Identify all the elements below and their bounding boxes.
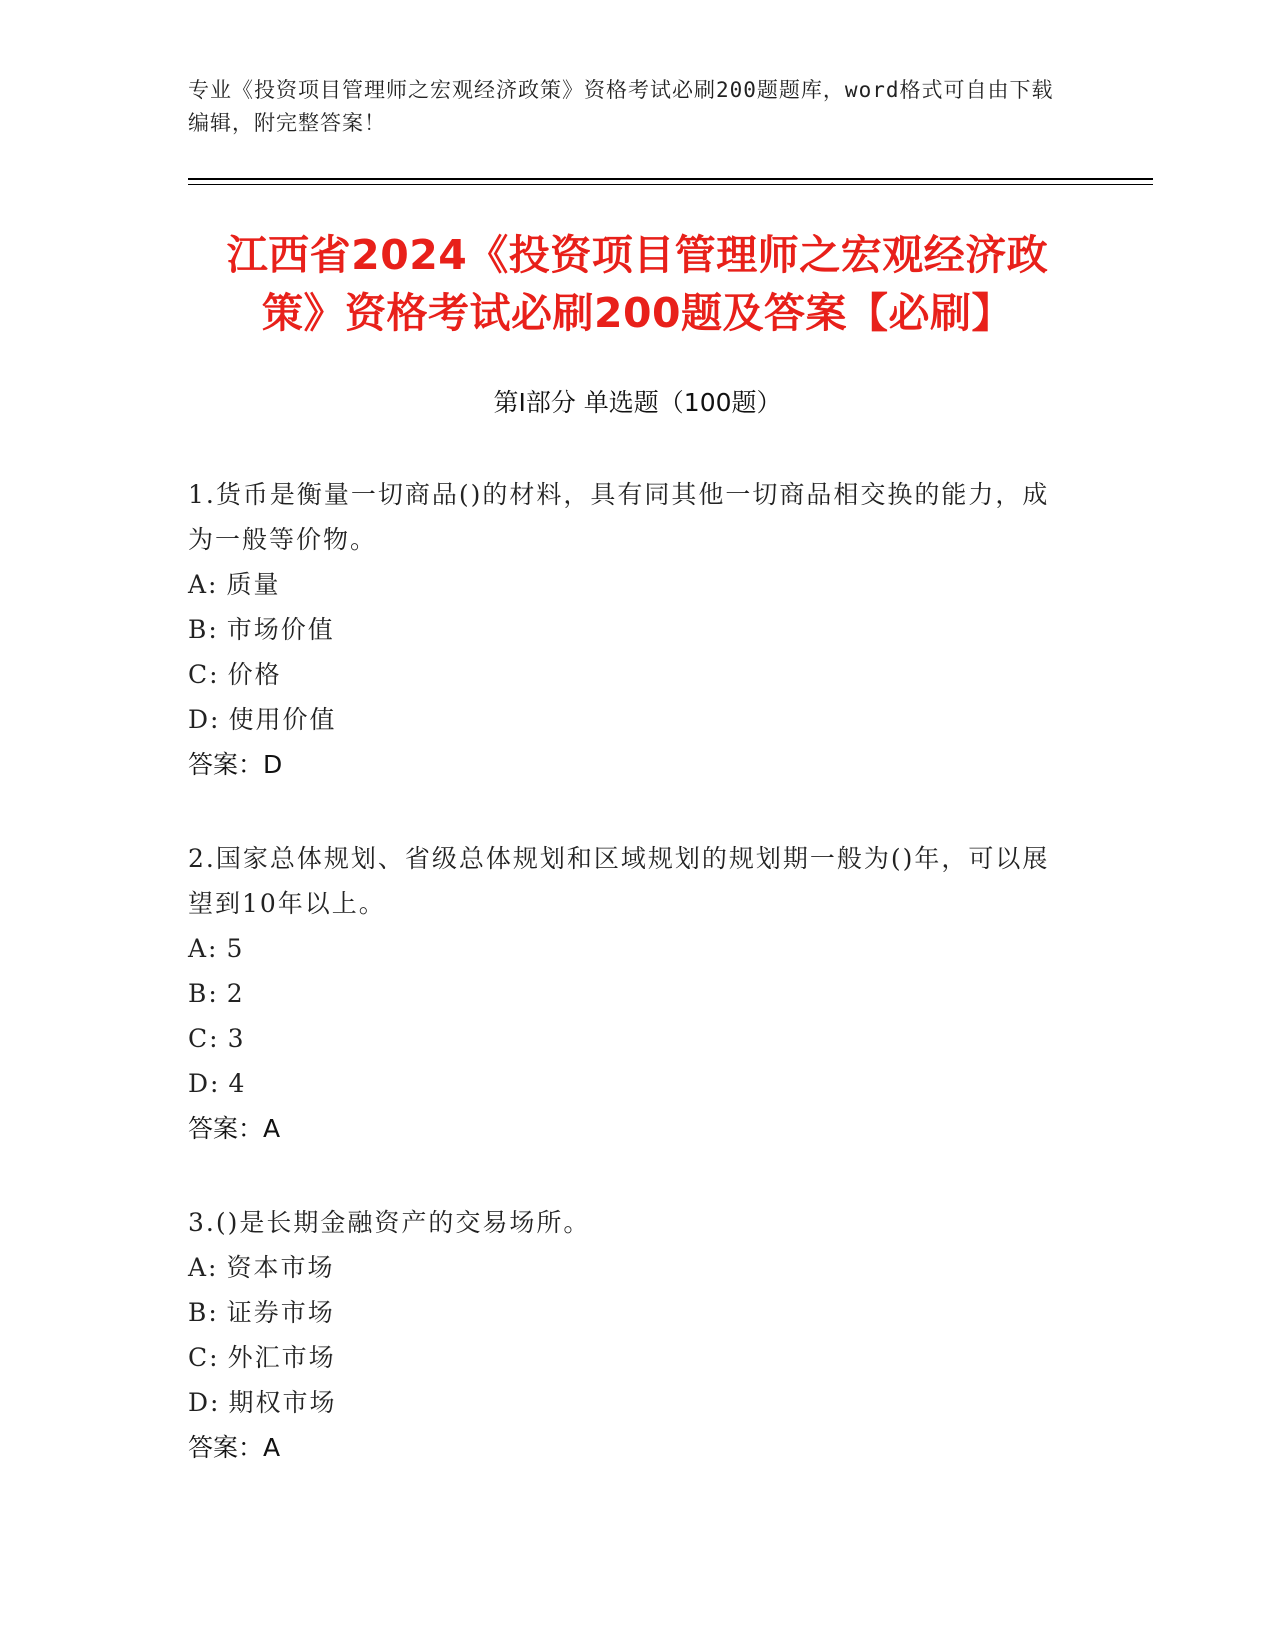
question-1 — [188, 472, 1068, 787]
option-text: 外汇市场 — [227, 1343, 336, 1372]
option-text: 使用价值 — [228, 705, 337, 734]
option-text: 质量 — [226, 570, 281, 599]
option-a — [188, 562, 1068, 607]
question-3 — [188, 1200, 1068, 1470]
option-letter: A: — [188, 934, 219, 963]
question-stem: 3.()是长期金融资产的交易场所。 — [188, 1208, 591, 1237]
answer: 答案：A — [188, 1433, 281, 1462]
option-letter: B: — [188, 1298, 219, 1327]
option-a — [188, 1245, 1068, 1290]
option-letter: B: — [188, 979, 219, 1008]
option-b — [188, 607, 1068, 652]
header-divider-thin — [188, 184, 1153, 185]
question-stem: 1.货币是衡量一切商品()的材料，具有同其他一切商品相交换的能力，成为一般等价物。 — [188, 480, 1050, 554]
option-d — [188, 1380, 1068, 1425]
option-text: 价格 — [227, 660, 282, 689]
option-text: 资本市场 — [226, 1253, 335, 1282]
option-letter: C: — [188, 660, 220, 689]
option-text: 3 — [227, 1024, 246, 1053]
option-c — [188, 1335, 1068, 1380]
option-d — [188, 697, 1068, 742]
question-stem: 2.国家总体规划、省级总体规划和区域规划的规划期一般为()年，可以展望到10年以上。 — [188, 844, 1050, 918]
document-title — [170, 226, 1105, 342]
option-letter: D: — [188, 705, 221, 734]
option-letter: D: — [188, 1069, 221, 1098]
option-d — [188, 1061, 1068, 1106]
option-letter: C: — [188, 1343, 220, 1372]
option-text: 证券市场 — [226, 1298, 335, 1327]
option-c — [188, 1016, 1068, 1061]
option-letter: C: — [188, 1024, 220, 1053]
option-text: 5 — [226, 934, 245, 963]
section-heading: 第I部分 单选题（100题） — [493, 388, 782, 417]
option-letter: D: — [188, 1388, 221, 1417]
header-divider-thick — [188, 178, 1153, 180]
document-title-line-1: 江西省2024《投资项目管理师之宏观经济政 — [226, 231, 1049, 279]
option-a — [188, 926, 1068, 971]
option-letter: A: — [188, 1253, 219, 1282]
option-letter: A: — [188, 570, 219, 599]
option-text: 2 — [226, 979, 245, 1008]
option-b — [188, 1290, 1068, 1335]
option-text: 期权市场 — [228, 1388, 337, 1417]
option-letter: B: — [188, 615, 219, 644]
option-c — [188, 652, 1068, 697]
document-title-line-2: 策》资格考试必刷200题及答案【必刷】 — [261, 289, 1014, 337]
header-note: 专业《投资项目管理师之宏观经济政策》资格考试必刷200题题库，word格式可自由下载编辑，附完整答案！ — [188, 78, 1054, 135]
option-b — [188, 971, 1068, 1016]
question-2 — [188, 836, 1068, 1151]
option-text: 4 — [228, 1069, 247, 1098]
option-text: 市场价值 — [226, 615, 335, 644]
answer: 答案：D — [188, 750, 283, 779]
answer: 答案：A — [188, 1114, 281, 1143]
